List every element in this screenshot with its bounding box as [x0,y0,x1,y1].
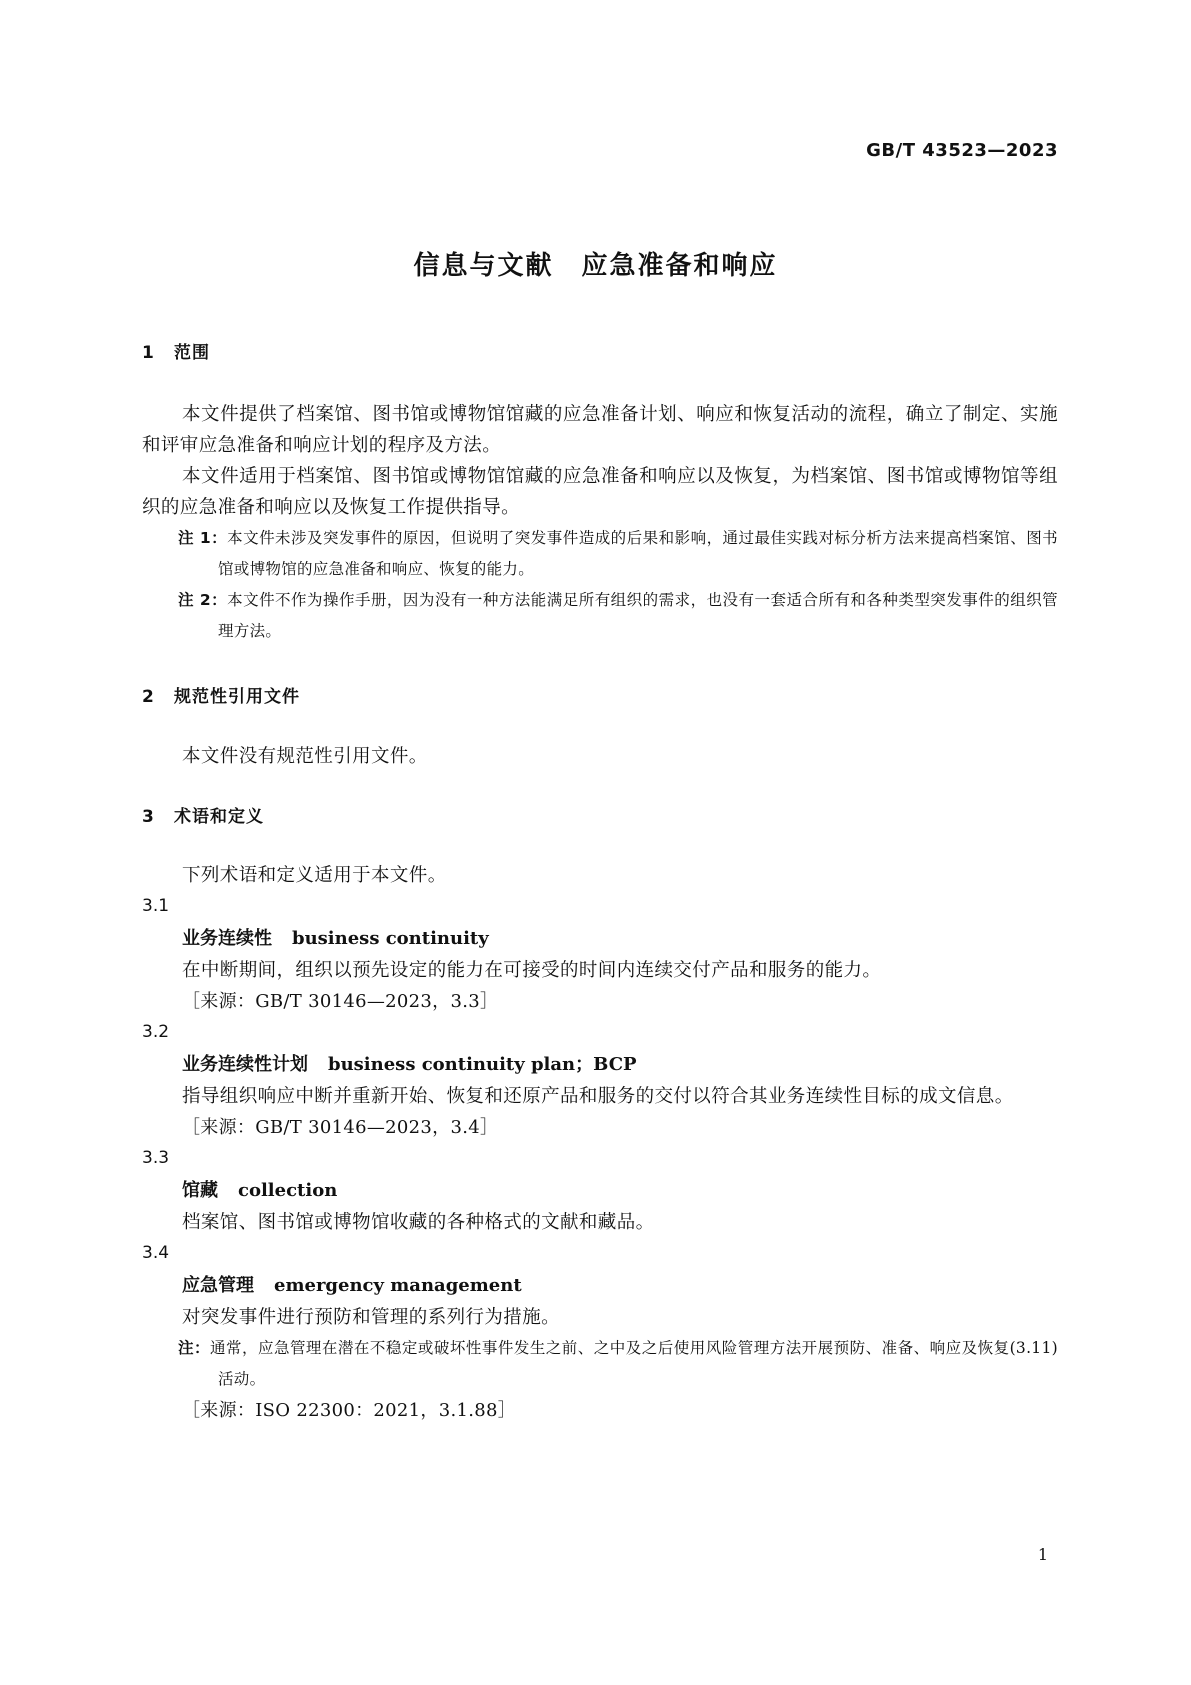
term-entry [142,1174,1058,1207]
note-text: 通常，应急管理在潜在不稳定或破坏性事件发生之前、之中及之后使用风险管理方法开展预防、准备、响应及恢复(3.11)活动。 [209,1339,1058,1388]
section-title: 范围 [174,343,210,363]
section-title: 规范性引用文件 [174,687,300,707]
section-heading-normative-references [142,684,1058,710]
note-label: 注 1： [178,529,228,547]
section-heading-scope [142,340,1058,366]
document-body [142,340,1058,1426]
note-text: 本文件未涉及突发事件的原因，但说明了突发事件造成的后果和影响，通过最佳实践对标分析方法来提高档案馆、图书馆或博物馆的应急准备和响应、恢复的能力。 [218,529,1058,578]
section-number: 3 [142,807,155,827]
term-number: 3.3 [142,1148,170,1168]
term-en: collection [238,1180,338,1201]
paragraph: 本文件提供了档案馆、图书馆或博物馆馆藏的应急准备计划、响应和恢复活动的流程，确立了制定、实施和评审应急准备和响应计划的程序及方法。 [142,404,1058,456]
term-definition: 在中断期间，组织以预先设定的能力在可接受的时间内连续交付产品和服务的能力。 [182,960,882,981]
title-part-1: 信息与文献 [413,251,554,281]
term-zh: 业务连续性计划 [182,1054,308,1075]
paragraph: 本文件适用于档案馆、图书馆或博物馆馆藏的应急准备和响应以及恢复，为档案馆、图书馆或博物馆等组织的应急准备和响应以及恢复工作提供指导。 [142,466,1058,518]
section-title: 术语和定义 [174,807,264,827]
note [142,523,1058,585]
term-source: ［来源：GB/T 30146—2023，3.3］ [182,991,499,1012]
standard-code: GB/T 43523—2023 [866,140,1058,161]
section-heading-terms [142,804,1058,830]
note-text: 本文件不作为操作手册，因为没有一种方法能满足所有组织的需求，也没有一套适合所有和各种类型突发事件的组织管理方法。 [218,591,1058,640]
section-number: 2 [142,687,155,707]
note-label: 注 2： [178,591,228,609]
paragraph: 本文件没有规范性引用文件。 [182,746,428,767]
note-label: 注： [178,1339,210,1357]
term-definition: 指导组织响应中断并重新开始、恢复和还原产品和服务的交付以符合其业务连续性目标的成文信息。 [182,1086,1014,1107]
note [142,585,1058,647]
note [142,1333,1058,1395]
document-title [0,245,1191,282]
term-entry [142,922,1058,955]
term-source: ［来源：ISO 22300：2021，3.1.88］ [182,1400,517,1421]
term-entry [142,1048,1058,1081]
term-number: 3.4 [142,1243,170,1263]
term-number: 3.2 [142,1022,170,1042]
term-en: business continuity [292,928,489,949]
term-zh: 业务连续性 [182,928,272,949]
section-number: 1 [142,343,155,363]
term-definition: 档案馆、图书馆或博物馆收藏的各种格式的文献和藏品。 [182,1212,655,1233]
title-part-2: 应急准备和响应 [581,251,778,281]
term-source: ［来源：GB/T 30146—2023，3.4］ [182,1117,499,1138]
paragraph: 下列术语和定义适用于本文件。 [182,865,447,886]
term-en: emergency management [274,1275,522,1296]
term-definition: 对突发事件进行预防和管理的系列行为措施。 [182,1307,561,1328]
term-number: 3.1 [142,896,170,916]
page-number: 1 [1037,1545,1048,1564]
term-zh: 馆藏 [182,1180,218,1201]
term-en: business continuity plan；BCP [328,1054,637,1075]
term-entry [142,1269,1058,1302]
term-zh: 应急管理 [182,1275,254,1296]
